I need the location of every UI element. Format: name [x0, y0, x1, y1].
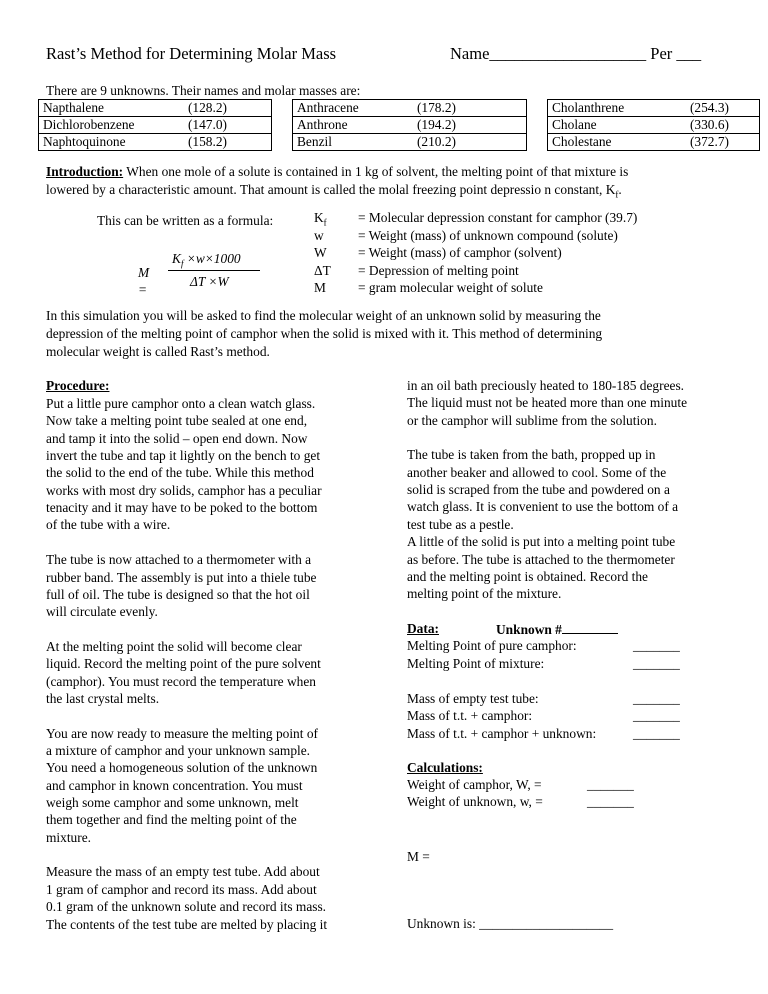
data-row-blank[interactable]: _______: [633, 708, 680, 723]
procedure-text-line: weigh some camphor and some unknown, melt: [46, 795, 299, 811]
m-result-label: M =: [407, 849, 430, 864]
procedure-text-line: solid is scraped from the tube and powdered on a: [407, 482, 670, 498]
procedure-text-line: 1 gram of camphor and record its mass. Add about: [46, 881, 317, 897]
unknown-molar-mass: (210.2): [416, 134, 456, 149]
formula-variable-symbol: $K_f$: [314, 210, 327, 228]
introduction-period: .: [618, 182, 622, 197]
simulation-text-line: molecular weight is called Rast’s method.: [46, 344, 270, 359]
unknown-molar-mass: (147.0): [187, 117, 227, 132]
procedure-text-line: in an oil bath preciously heated to 180-185 degrees.: [407, 378, 685, 393]
unknown-number-blank[interactable]: [562, 620, 618, 634]
unknown-cell: [39, 134, 272, 151]
unknown-name: Cholane: [552, 117, 597, 132]
procedure-text-line: liquid. Record the melting point of the pure solvent: [46, 656, 321, 672]
simulation-text-line: depression of the melting point of camphor when the solid is mixed with it. This method of determining: [46, 326, 603, 341]
procedure-text-line: (camphor). You must record the temperature when: [46, 673, 316, 689]
unknown-molar-mass: (372.7): [689, 134, 729, 149]
unknown-molar-mass: (178.2): [416, 100, 456, 115]
procedure-text-line: Put a little pure camphor onto a clean watch glass.: [46, 396, 316, 411]
unknown-cell: [293, 117, 527, 134]
procedure-text-line: and the melting point is obtained. Record the: [407, 568, 648, 584]
procedure-text-line: the last crystal melts.: [46, 690, 160, 706]
procedure-text-line: the solid to the end of the tube. While this method: [46, 465, 314, 481]
numerator-k: K: [172, 251, 181, 266]
procedure-text-line: You need a homogeneous solution of the unknown: [46, 760, 318, 776]
procedure-heading-text: Procedure:: [46, 378, 110, 393]
data-heading: [407, 620, 439, 637]
procedure-text-line: and camphor in known concentration. You must: [46, 777, 303, 793]
calculations-heading-text: Calculations:: [407, 760, 483, 775]
name-period-field[interactable]: Name___________________ Per ___: [450, 44, 702, 63]
calculation-row-label: Weight of unknown, w, =: [407, 794, 543, 809]
data-row-label: Melting Point of mixture:: [407, 656, 545, 671]
introduction-text-2: lowered by a characteristic amount. That amount is called the molal freezing point depressio n constant, K: [46, 182, 616, 197]
procedure-text-line: works with most dry solids, camphor has a peculiar: [46, 482, 322, 498]
formula-variable-definition: = Weight (mass) of unknown compound (solute): [358, 228, 618, 243]
procedure-text-line: another beaker and allowed to cool. Some of the: [407, 464, 667, 480]
formula-variable-symbol: W: [314, 245, 327, 260]
unknowns-table: [38, 99, 760, 151]
unknown-name: Benzil: [297, 134, 332, 149]
formula-variable-definition: = Weight (mass) of camphor (solvent): [358, 245, 562, 260]
data-row-blank[interactable]: _______: [633, 638, 680, 653]
formula-variable-definition: = gram molecular weight of solute: [358, 280, 543, 295]
unknowns-lead: There are 9 unknowns. Their names and molar masses are:: [46, 83, 361, 98]
calculation-row-blank[interactable]: _______: [587, 777, 634, 792]
procedure-text-line: 0.1 gram of the unknown solute and record its mass.: [46, 899, 327, 915]
unknown-cell: [293, 100, 527, 117]
table-gap: [527, 100, 548, 117]
calculation-row-label: Weight of camphor, W, =: [407, 777, 542, 792]
table-gap: [272, 100, 293, 117]
calculation-row-blank[interactable]: _______: [587, 794, 634, 809]
unknown-cell: [548, 117, 760, 134]
unknown-cell: [548, 134, 760, 151]
formula-variable-symbol: ΔT: [314, 263, 331, 278]
procedure-text-line: will circulate evenly.: [46, 604, 158, 620]
procedure-text-line: The tube is now attached to a thermometer with a: [46, 552, 312, 568]
unknown-molar-mass: (194.2): [416, 117, 456, 132]
procedure-text-line: invert the tube and tap it lightly on the bench to get: [46, 448, 321, 464]
introduction-line-2: [46, 181, 716, 204]
procedure-text-line: as before. The tube is attached to the thermometer: [407, 551, 675, 567]
introduction-heading: Introduction:: [46, 164, 124, 179]
procedure-text-line: The liquid must not be heated more than one minute: [407, 395, 688, 411]
unknown-molar-mass: (128.2): [187, 100, 227, 115]
unknown-name: Napthalene: [43, 100, 104, 115]
procedure-text-line: You are now ready to measure the melting point of: [46, 725, 318, 741]
unknown-cell: [39, 100, 272, 117]
unknown-name: Dichlorobenzene: [43, 117, 135, 132]
data-heading-text: Data:: [407, 621, 439, 636]
procedure-heading: [46, 377, 109, 394]
introduction-text-1: When one mole of a solute is contained in 1 kg of solvent, the melting point of that mixture is: [123, 164, 629, 179]
formula-variable-symbol: w: [314, 228, 324, 243]
unknown-name: Cholanthrene: [552, 100, 625, 115]
procedure-text-line: and tamp it into the solid – open end down. Now: [46, 430, 308, 446]
formula-denominator: ΔT ×W: [190, 274, 229, 289]
unknown-is-field[interactable]: Unknown is: ____________________: [407, 916, 614, 931]
data-row-label: Melting Point of pure camphor:: [407, 638, 577, 653]
table-gap: [272, 117, 293, 134]
formula-label: This can be written as a formula:: [97, 213, 274, 228]
formula-variable-symbol: M: [314, 280, 326, 295]
table-gap: [527, 134, 548, 151]
data-row-label: Mass of t.t. + camphor + unknown:: [407, 726, 597, 741]
unknown-cell: [39, 117, 272, 134]
calculations-heading: [407, 759, 483, 776]
procedure-text-line: Now take a melting point tube sealed at one end,: [46, 413, 308, 429]
data-row-blank[interactable]: _______: [633, 656, 680, 671]
procedure-text-line: A little of the solid is put into a melting point tube: [407, 534, 676, 550]
unknown-name: Anthracene: [297, 100, 359, 115]
procedure-text-line: a mixture of camphor and your unknown sample.: [46, 743, 311, 758]
introduction-line-1: [46, 163, 716, 180]
numerator-rest: ×w×1000: [183, 251, 241, 266]
unknown-name: Anthrone: [297, 117, 348, 132]
procedure-text-line: or the camphor will sublime from the solution.: [407, 412, 657, 428]
procedure-text-line: melting point of the mixture.: [407, 586, 562, 602]
formula-variable-definition: = Depression of melting point: [358, 263, 519, 278]
formula-variable-definition: = Molecular depression constant for camphor (39.7): [358, 210, 638, 225]
unknown-name: Naphtoquinone: [43, 134, 126, 149]
table-gap: [272, 134, 293, 151]
procedure-text-line: rubber band. The assembly is put into a thiele tube: [46, 569, 317, 585]
procedure-text-line: mixture.: [46, 829, 91, 845]
procedure-text-line: of the tube with a wire.: [46, 517, 171, 533]
page-title: Rast’s Method for Determining Molar Mass: [46, 44, 337, 63]
data-row-label: Mass of t.t. + camphor:: [407, 708, 533, 723]
simulation-text-line: In this simulation you will be asked to find the molecular weight of an unknown solid by measuring the: [46, 308, 601, 323]
formula-lhs: M =: [138, 265, 150, 298]
unknown-molar-mass: (254.3): [689, 100, 729, 115]
unknown-cell: [293, 134, 527, 151]
unknown-number-label: Unknown #: [496, 622, 562, 637]
unknown-molar-mass: (158.2): [187, 134, 227, 149]
unknown-cell: [548, 100, 760, 117]
unknown-number-field[interactable]: [496, 620, 618, 638]
kf-subscript: f: [615, 189, 619, 200]
procedure-text-line: Measure the mass of an empty test tube. Add about: [46, 864, 320, 880]
procedure-text-line: them together and find the melting point of the: [46, 812, 297, 828]
unknown-molar-mass: (330.6): [689, 117, 729, 132]
procedure-text-line: full of oil. The tube is designed so that the hot oil: [46, 586, 310, 602]
procedure-text-line: tenacity and it may have to be poked to the bottom: [46, 500, 318, 516]
procedure-text-line: test tube as a pestle.: [407, 516, 514, 532]
data-row-blank[interactable]: _______: [633, 726, 680, 741]
unknowns-row: [39, 100, 760, 117]
numerator-sub: f: [180, 258, 184, 269]
unknown-name: Cholestane: [552, 134, 612, 149]
procedure-text-line: watch glass. It is convenient to use the bottom of a: [407, 499, 679, 515]
table-gap: [527, 117, 548, 134]
procedure-text-line: The tube is taken from the bath, propped up in: [407, 447, 656, 463]
procedure-text-line: At the melting point the solid will become clear: [46, 638, 302, 654]
data-row-blank[interactable]: _______: [633, 691, 680, 706]
data-row-label: Mass of empty test tube:: [407, 691, 539, 706]
procedure-text-line: The contents of the test tube are melted by placing it: [46, 916, 328, 932]
fraction-bar: [168, 270, 260, 271]
unknowns-row: [39, 117, 760, 134]
unknowns-row: [39, 134, 760, 151]
